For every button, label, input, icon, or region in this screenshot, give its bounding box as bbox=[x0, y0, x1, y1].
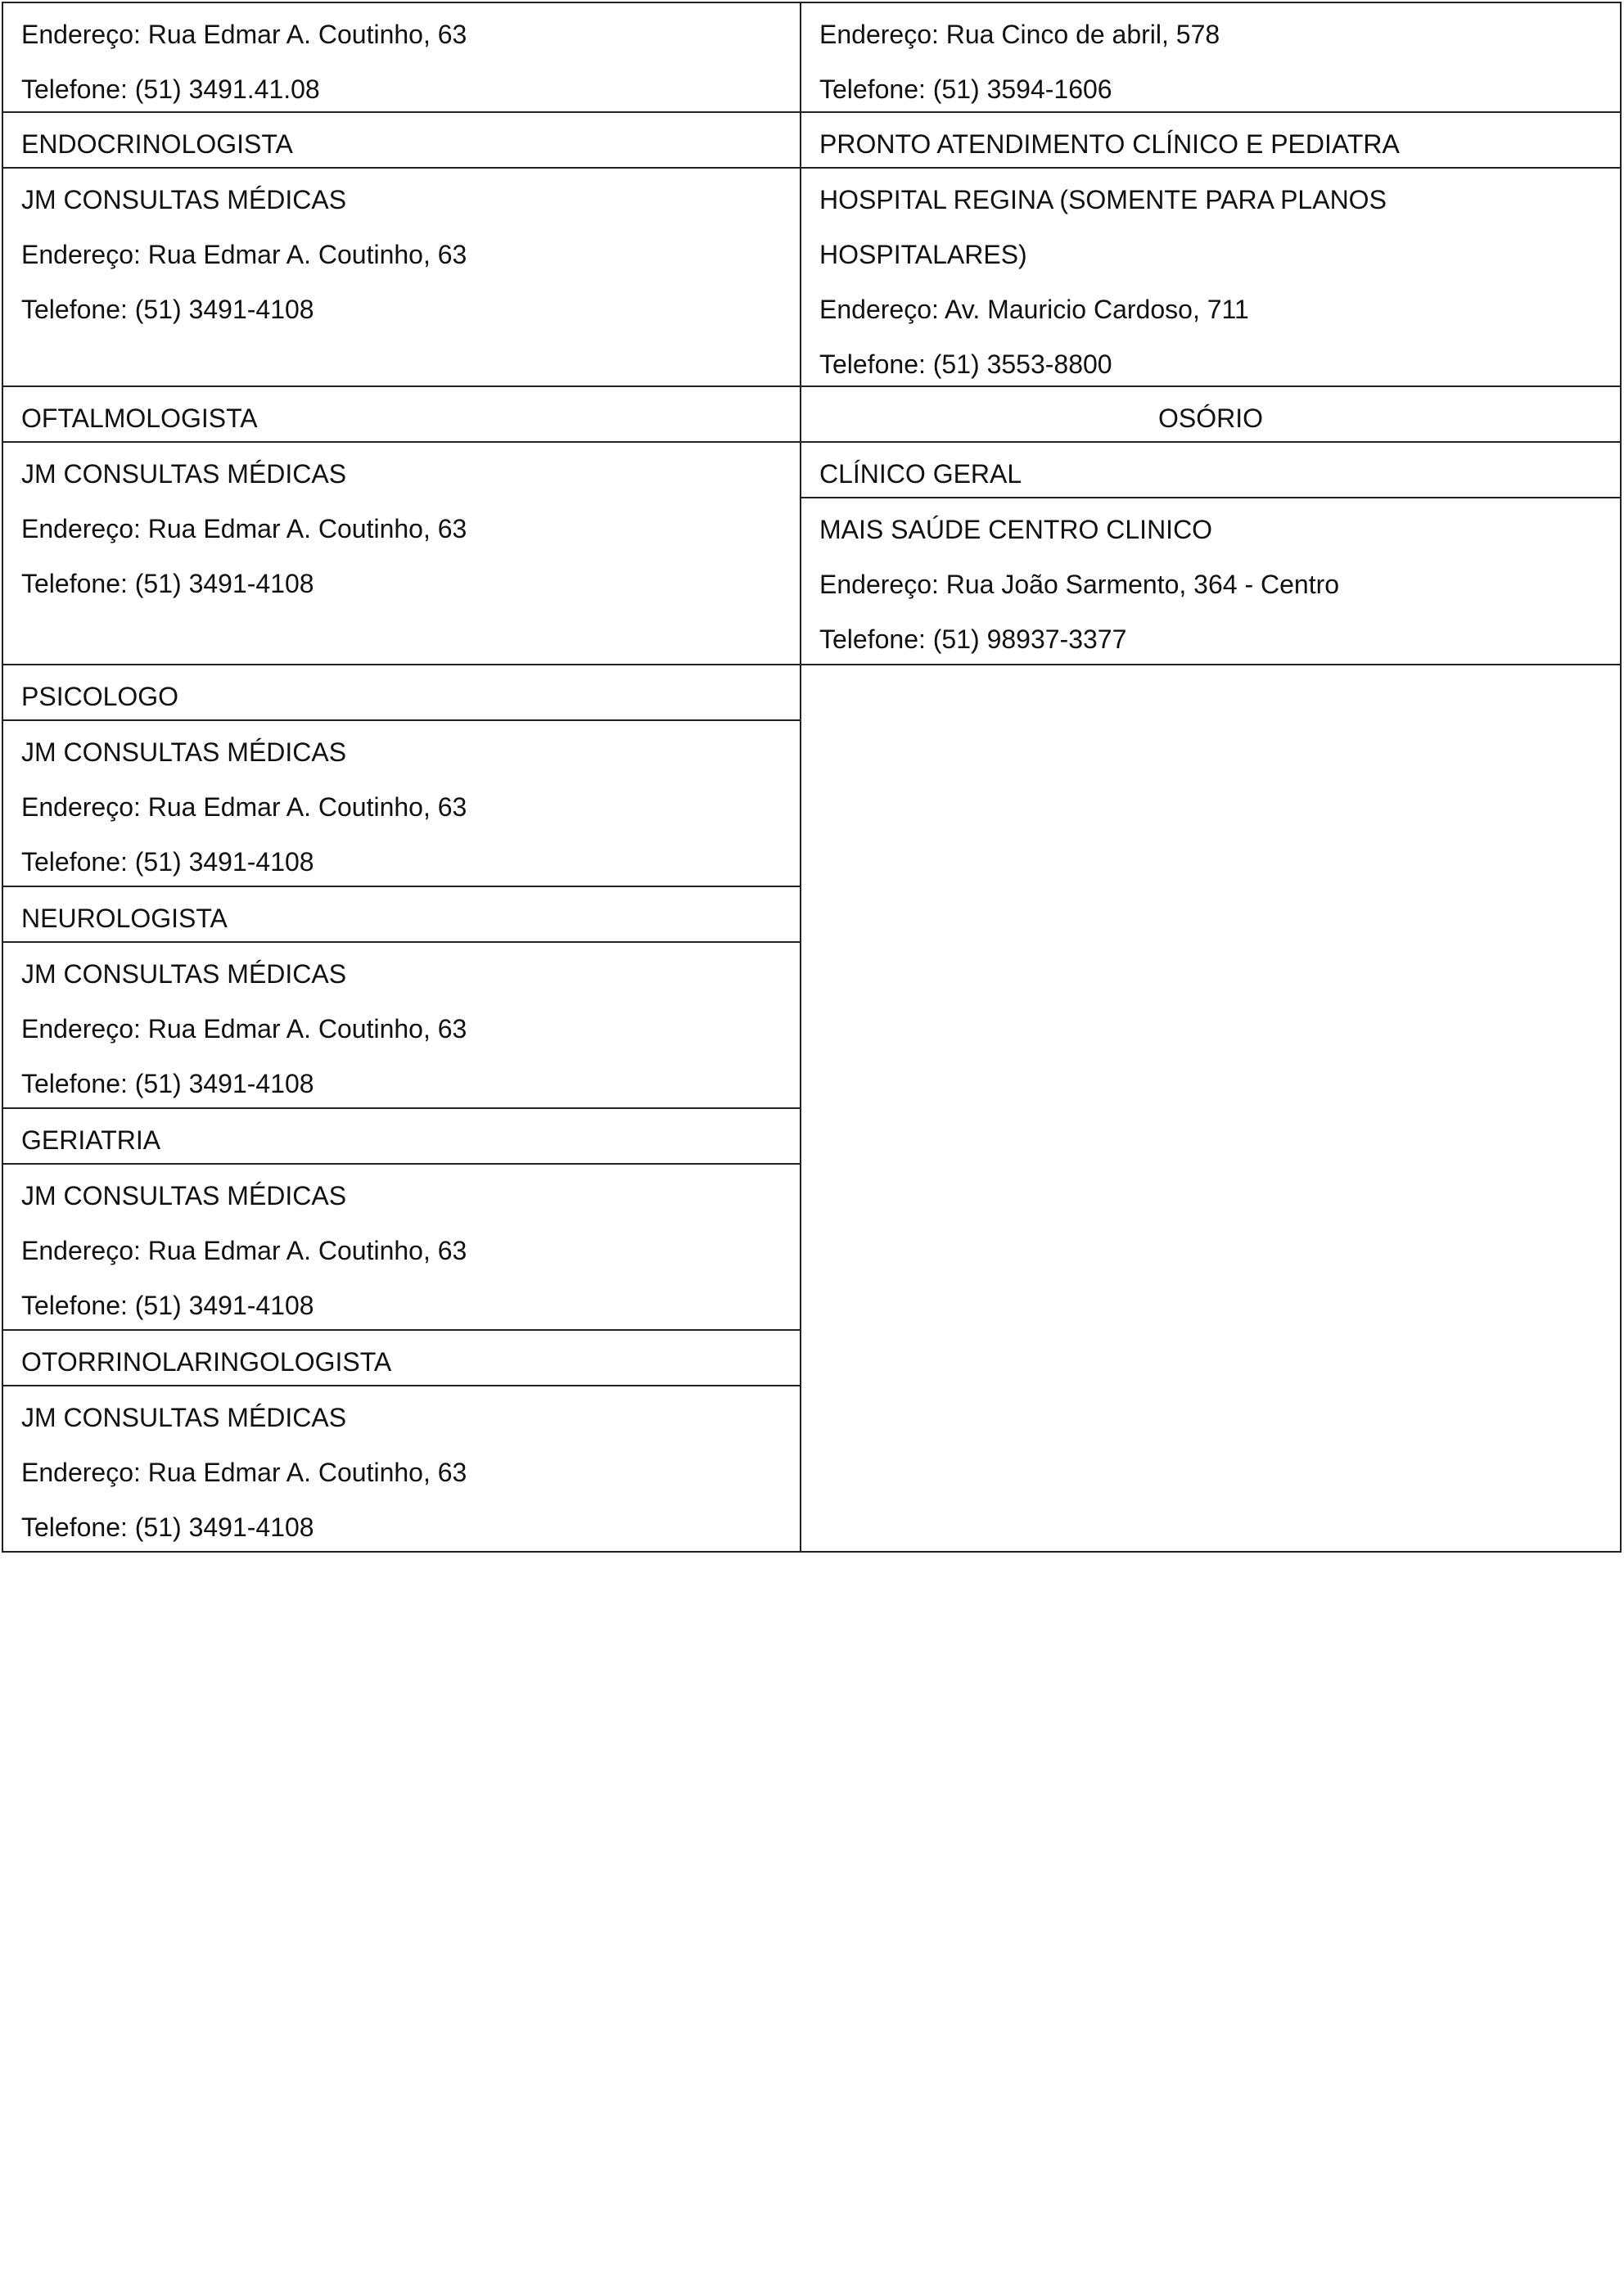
heading-endocrinologista bbox=[2, 111, 801, 169]
specialty-heading: GERIATRIA bbox=[21, 1125, 161, 1155]
heading-otorrinolaringologista bbox=[2, 1329, 801, 1386]
cell-endocrinologista bbox=[2, 167, 801, 387]
specialty-heading: PSICOLOGO bbox=[21, 682, 179, 711]
phone-text: Telefone: (51) 3491-4108 bbox=[21, 1069, 314, 1098]
specialty-heading: OFTALMOLOGISTA bbox=[21, 403, 258, 433]
phone-text: Telefone: (51) 3491-4108 bbox=[21, 1512, 314, 1542]
heading-psicologo bbox=[2, 664, 801, 721]
provider-name: HOSPITAL REGINA (SOMENTE PARA PLANOS bbox=[819, 185, 1387, 214]
address-text: Endereço: Rua Edmar A. Coutinho, 63 bbox=[21, 20, 467, 49]
cell-neurologista bbox=[2, 941, 801, 1109]
provider-name: JM CONSULTAS MÉDICAS bbox=[21, 737, 347, 767]
heading-neurologista bbox=[2, 886, 801, 943]
specialty-heading: NEUROLOGISTA bbox=[21, 904, 228, 933]
provider-name: JM CONSULTAS MÉDICAS bbox=[21, 1181, 347, 1210]
cell-oftalmologista bbox=[2, 441, 801, 665]
phone-text: Telefone: (51) 3491-4108 bbox=[21, 295, 314, 324]
provider-name-continued: HOSPITALARES) bbox=[819, 240, 1027, 269]
phone-text: Telefone: (51) 3491-4108 bbox=[21, 569, 314, 598]
empty-cell bbox=[800, 664, 1622, 1553]
provider-name: MAIS SAÚDE CENTRO CLINICO bbox=[819, 515, 1213, 544]
cell-psicologo bbox=[2, 719, 801, 887]
address-text: Endereço: Rua Edmar A. Coutinho, 63 bbox=[21, 240, 467, 269]
address-text: Endereço: Rua Cinco de abril, 578 bbox=[819, 20, 1220, 49]
cell-clinico-geral bbox=[800, 497, 1622, 665]
heading-geriatria bbox=[2, 1107, 801, 1165]
address-text: Endereço: Rua Edmar A. Coutinho, 63 bbox=[21, 792, 467, 822]
cell-otorrinolaringologista bbox=[2, 1385, 801, 1553]
phone-text: Telefone: (51) 98937-3377 bbox=[819, 624, 1127, 654]
address-text: Endereço: Rua João Sarmento, 364 - Centro bbox=[819, 570, 1340, 599]
specialty-heading: PRONTO ATENDIMENTO CLÍNICO E PEDIATRA bbox=[819, 129, 1400, 159]
address-text: Endereço: Rua Edmar A. Coutinho, 63 bbox=[21, 1458, 467, 1487]
provider-name: JM CONSULTAS MÉDICAS bbox=[21, 459, 347, 489]
address-text: Endereço: Rua Edmar A. Coutinho, 63 bbox=[21, 1236, 467, 1265]
city-name: OSÓRIO bbox=[1157, 403, 1263, 433]
phone-text: Telefone: (51) 3491-4108 bbox=[21, 847, 314, 877]
cell-pronto-atendimento bbox=[800, 167, 1622, 387]
heading-clinico-geral bbox=[800, 441, 1622, 498]
address-text: Endereço: Rua Edmar A. Coutinho, 63 bbox=[21, 1014, 467, 1044]
phone-text: Telefone: (51) 3594-1606 bbox=[819, 74, 1112, 104]
provider-name: JM CONSULTAS MÉDICAS bbox=[21, 1403, 347, 1432]
heading-oftalmologista bbox=[2, 385, 801, 443]
specialty-heading: CLÍNICO GERAL bbox=[819, 459, 1022, 489]
phone-text: Telefone: (51) 3491-4108 bbox=[21, 1291, 314, 1320]
provider-table bbox=[2, 2, 1622, 1552]
cell-geriatria bbox=[2, 1163, 801, 1331]
phone-text: Telefone: (51) 3553-8800 bbox=[819, 349, 1112, 379]
city-heading-osorio bbox=[800, 385, 1622, 443]
specialty-heading: ENDOCRINOLOGISTA bbox=[21, 129, 293, 159]
phone-text: Telefone: (51) 3491.41.08 bbox=[21, 74, 320, 104]
provider-name: JM CONSULTAS MÉDICAS bbox=[21, 185, 347, 214]
heading-pronto-atendimento bbox=[800, 111, 1622, 169]
provider-name: JM CONSULTAS MÉDICAS bbox=[21, 959, 347, 989]
cell-right-continuation bbox=[800, 2, 1622, 113]
address-text: Endereço: Rua Edmar A. Coutinho, 63 bbox=[21, 514, 467, 543]
address-text: Endereço: Av. Mauricio Cardoso, 711 bbox=[819, 295, 1249, 324]
specialty-heading: OTORRINOLARINGOLOGISTA bbox=[21, 1347, 392, 1377]
cell-left-continuation bbox=[2, 2, 801, 113]
